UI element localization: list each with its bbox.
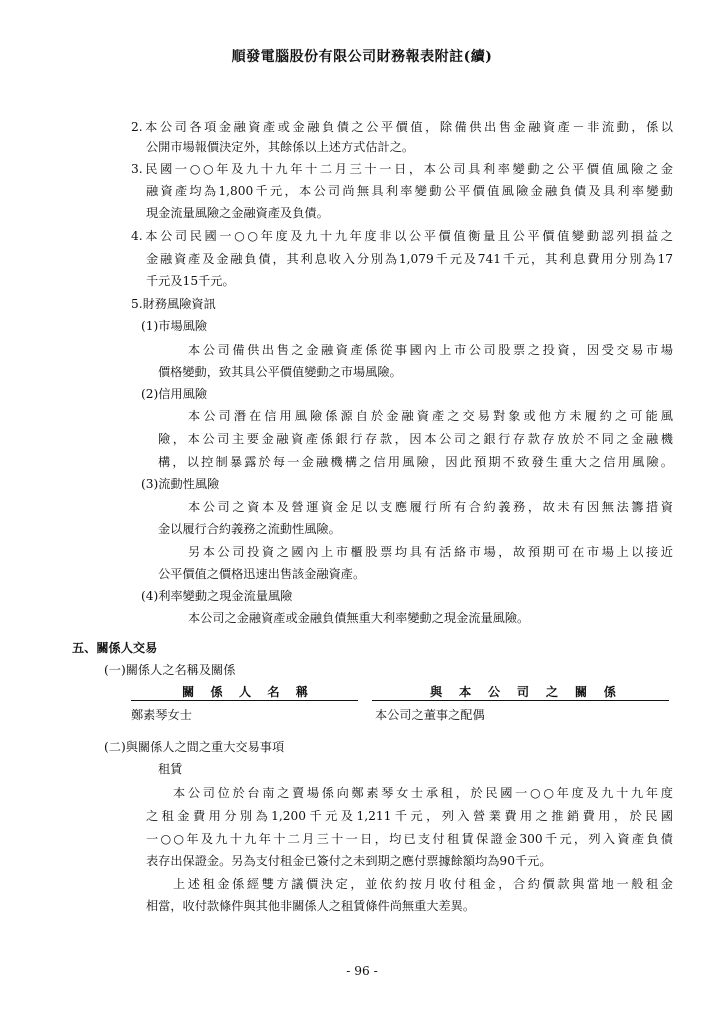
table-header-rule-right (372, 700, 669, 701)
lease-para-1-line-4: 表存出保證金。另為支付租金已簽付之未到期之應付票據餘額均為90千元。 (146, 854, 552, 868)
risk-4-title: (4)利率變動之現金流量風險 (141, 589, 293, 603)
section-5-heading: 五、關係人交易 (72, 641, 158, 655)
lease-para-2-line-1: 上述租金係經雙方議價決定，並依約按月收付租金，合約價款與當地一般租金 (173, 877, 673, 891)
note-3-line-3: 現金流量風險之金融資產及負債。 (146, 206, 329, 220)
table-cell-relation: 本公司之董事之配偶 (375, 708, 485, 722)
table-header-name: 關係人名稱 (182, 685, 308, 699)
risk-3-line-3: 另本公司投資之國內上市櫃股票均具有活絡市場，故預期可在市場上以接近 (188, 545, 673, 559)
risk-1-line-2: 價格變動，致其具公平價值變動之市場風險。 (158, 365, 402, 379)
risk-4-line-1: 本公司之金融資產或金融負債無重大利率變動之現金流量風險。 (188, 611, 530, 625)
transactions-subheading: (二)與關係人之間之重大交易事項 (104, 740, 285, 754)
risk-3-line-2: 金以履行合約義務之流動性風險。 (158, 522, 341, 536)
related-party-subheading: (一)關係人之名稱及關係 (104, 663, 236, 677)
note-5-title: 5.財務風險資訊 (131, 297, 216, 311)
note-4-line-1: 4.本公司民國一○○年度及九十九年度非以公平價值衡量且公平價值變動認列損益之 (131, 229, 673, 243)
table-header-relation: 與本公司之關係 (430, 685, 616, 699)
lease-para-1-line-2: 之租金費用分別為1,200千元及1,211千元，列入營業費用之推銷費用，於民國 (146, 809, 673, 823)
page-title: 順發電腦股份有限公司財務報表附註(續) (231, 49, 493, 65)
page-number: - 96 - (346, 964, 378, 978)
note-4-line-3: 千元及15千元。 (146, 274, 235, 288)
note-4-line-2: 金融資產及金融負債，其利息收入分別為1,079千元及741千元，其利息費用分別為17 (146, 252, 673, 266)
risk-2-title: (2)信用風險 (141, 387, 208, 401)
risk-1-title: (1)市場風險 (141, 319, 208, 333)
risk-1-line-1: 本公司備供出售之金融資產係從事國內上市公司股票之投資，因受交易市場 (188, 343, 673, 357)
lease-para-1-line-3: 一○○年及九十九年十二月三十一日，均已支付租賃保證金300千元，列入資產負債 (146, 832, 673, 846)
risk-2-line-3: 構，以控制暴露於每一金融機構之信用風險，因此預期不致發生重大之信用風險。 (158, 455, 673, 469)
table-header-rule-left (131, 700, 358, 701)
risk-2-line-1: 本公司潛在信用風險係源自於金融資產之交易對象或他方未履約之可能風 (188, 409, 673, 423)
note-3-line-2: 融資產均為1,800千元，本公司尚無具利率變動公平價值風險金融負債及具利率變動 (146, 184, 673, 198)
risk-3-line-1: 本公司之資本及營運資金足以支應履行所有合約義務，故未有因無法籌措資 (188, 500, 673, 514)
lease-para-1-line-1: 本公司位於台南之賣場係向鄭素琴女士承租，於民國一○○年度及九十九年度 (173, 786, 673, 800)
risk-3-line-4: 公平價值之價格迅速出售該金融資產。 (158, 567, 366, 581)
risk-3-title: (3)流動性風險 (141, 477, 220, 491)
note-3-line-1: 3.民國一○○年及九十九年十二月三十一日，本公司具利率變動之公平價值風險之金 (131, 162, 673, 176)
risk-2-line-2: 險，本公司主要金融資產係銀行存款，因本公司之銀行存款存放於不同之金融機 (158, 432, 673, 446)
note-2-line-2: 公開市場報價決定外，其餘係以上述方式估計之。 (146, 140, 415, 154)
table-cell-name: 鄭素琴女士 (131, 708, 192, 722)
note-2-line-1: 2.本公司各項金融資產或金融負債之公平價值，除備供出售金融資產－非流動，係以 (131, 120, 673, 134)
lease-title: 租賃 (158, 762, 183, 776)
lease-para-2-line-2: 相當，收付款條件與其他非關係人之租賃條件尚無重大差異。 (146, 899, 476, 913)
